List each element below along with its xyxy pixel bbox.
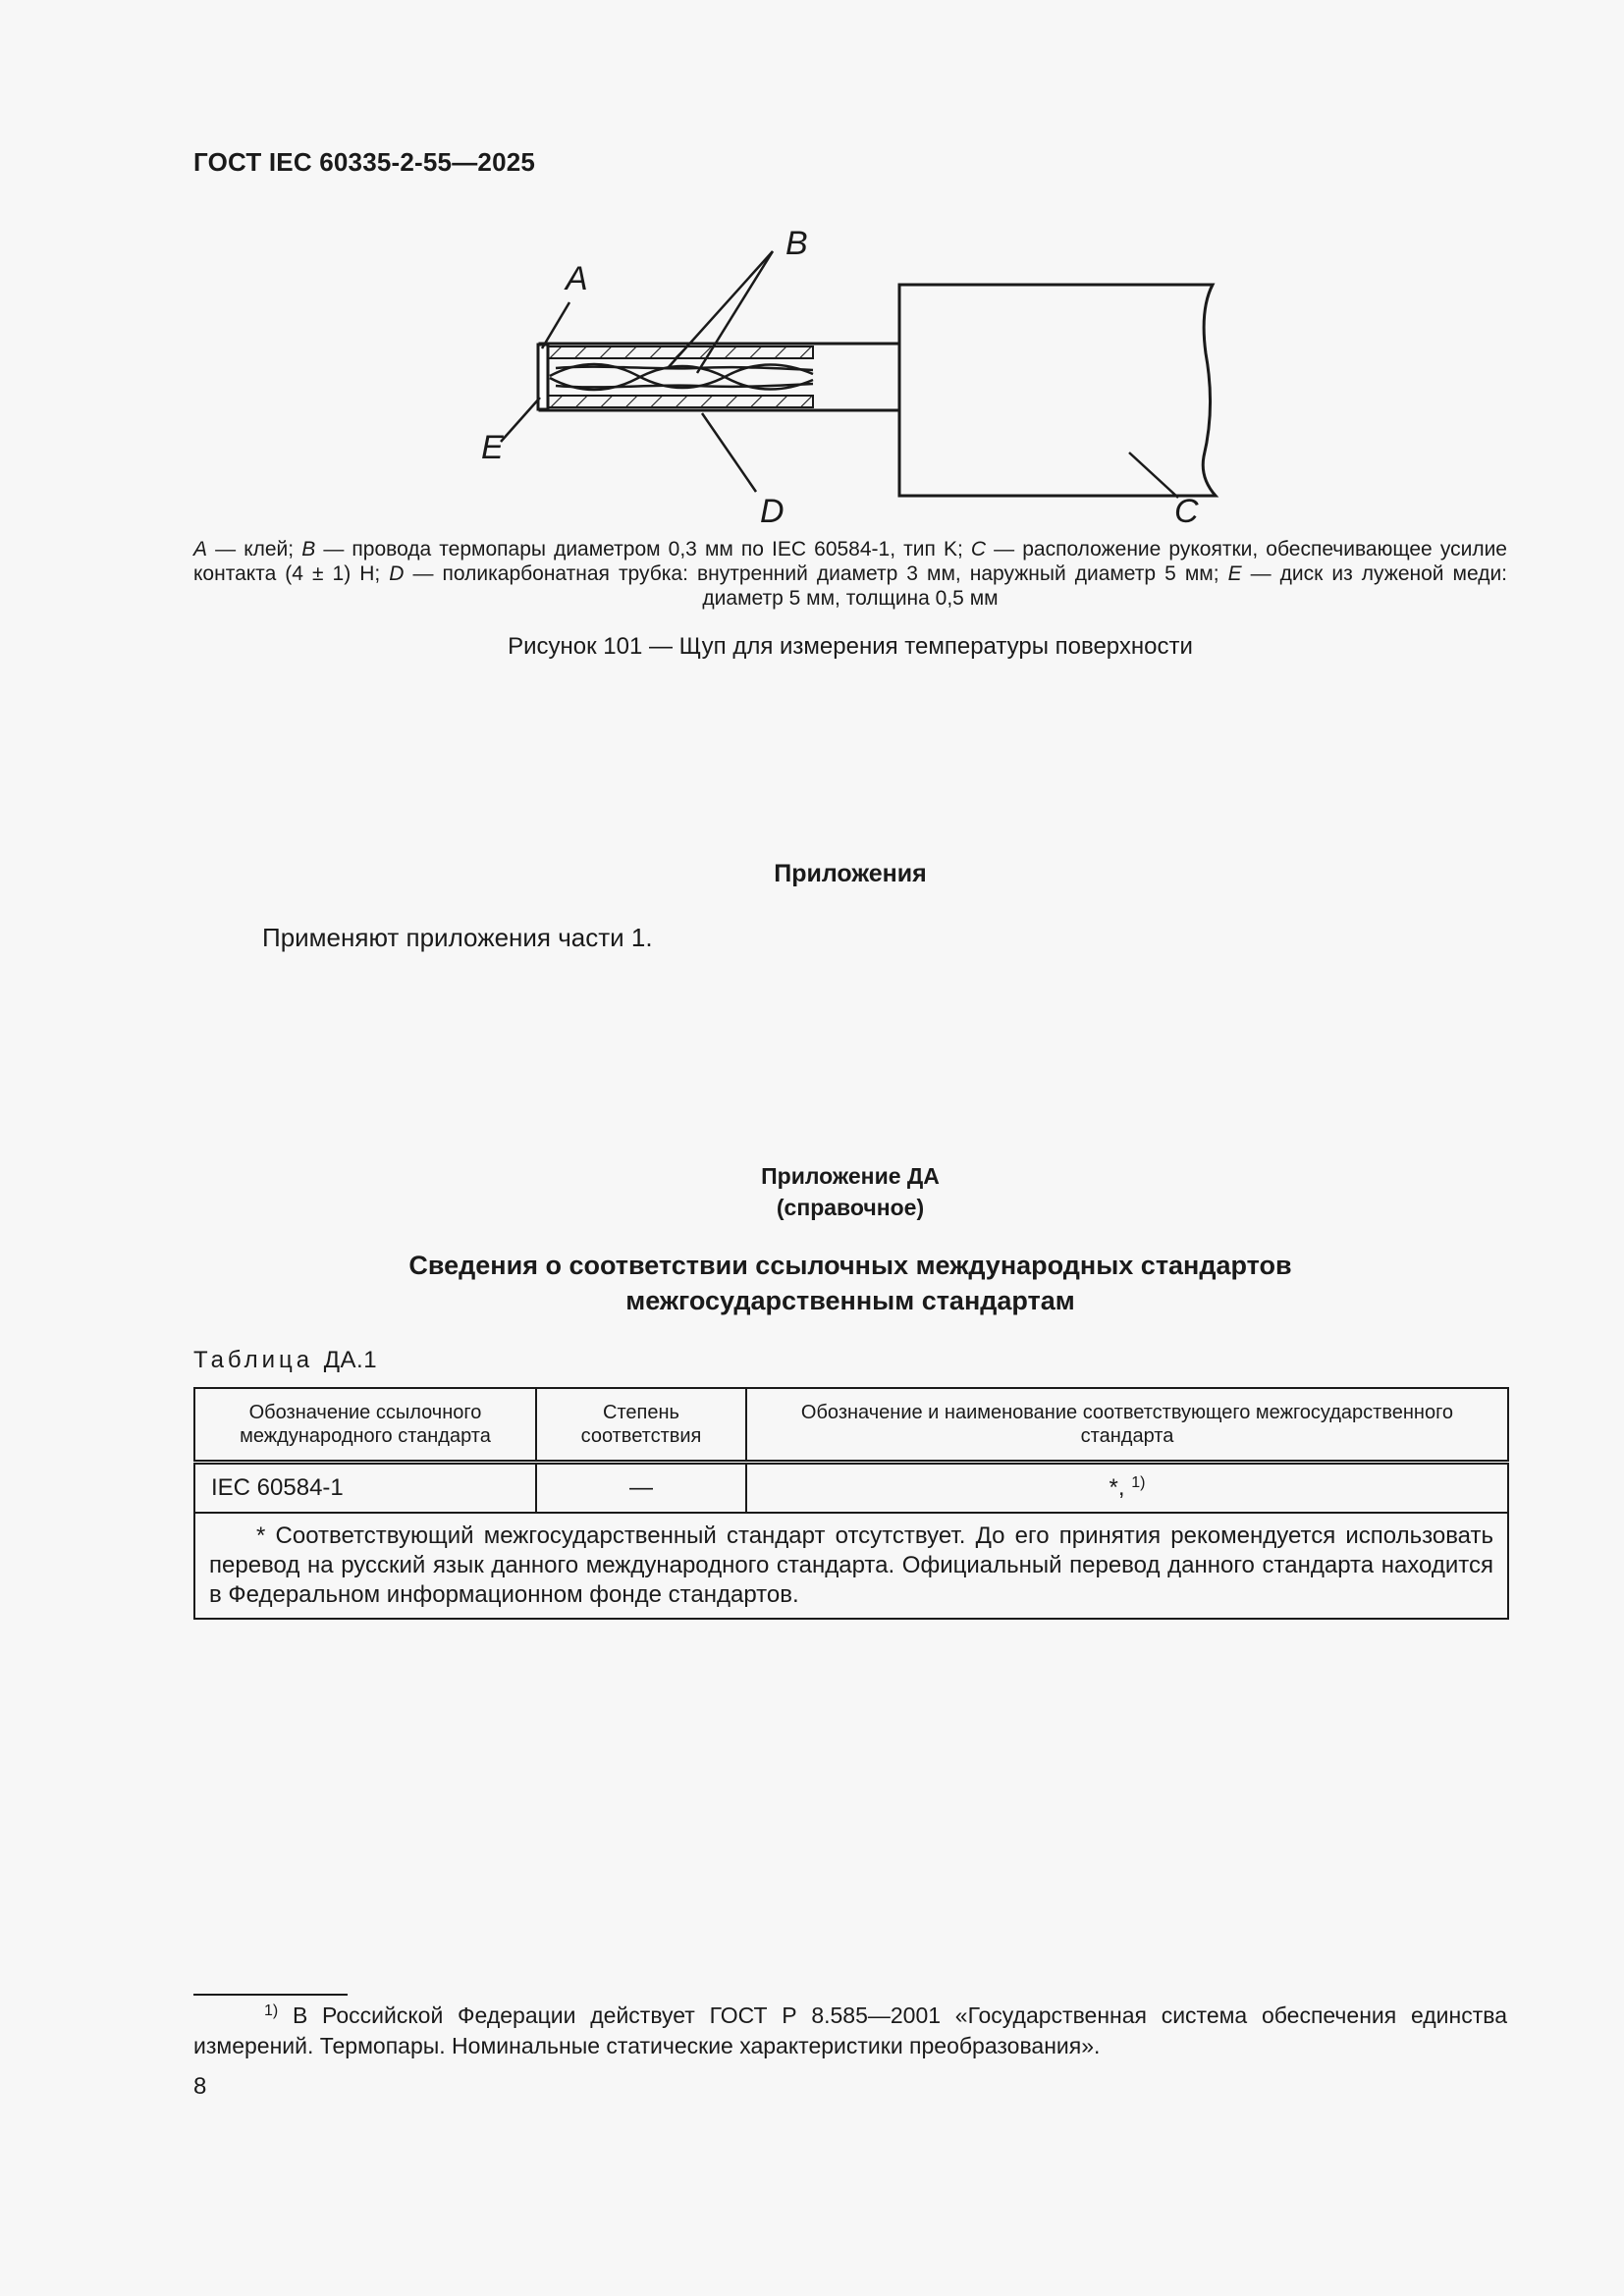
- tube-wall-bottom: [546, 396, 813, 407]
- leader-lines: [501, 251, 1178, 498]
- cell-gost-footnote-ref: 1): [1131, 1474, 1146, 1491]
- footnote-text: В Российской Федерации действует ГОСТ Р 8.585—2001 «Государственная система обеспечения единства измерений. Термопары. Номинальные статические характеристики преобразования».: [193, 2002, 1507, 2058]
- annex-subject-line1: Сведения о соответствии ссылочных международных стандартов: [408, 1251, 1292, 1280]
- appendices-heading: Приложения: [774, 860, 927, 887]
- legend-key-e: E: [1227, 562, 1242, 585]
- footnote-mark: 1): [264, 2002, 279, 2019]
- table-label-word: Таблица: [193, 1347, 314, 1373]
- table-row: [194, 1463, 1508, 1514]
- annex-title: Приложение ДА: [761, 1163, 940, 1189]
- footnote-separator: [193, 1994, 348, 1996]
- cell-standard: IEC 60584-1: [194, 1463, 536, 1514]
- cell-gost: [746, 1463, 1508, 1514]
- legend-key-b: B: [301, 538, 316, 561]
- document-header: ГОСТ IEC 60335-2-55—2025: [193, 147, 536, 177]
- table-label: [193, 1347, 377, 1374]
- annex-subject-line2: межгосударственным стандартам: [625, 1286, 1075, 1315]
- label-e: E: [481, 429, 504, 466]
- legend-text-a: — клей;: [207, 538, 302, 561]
- table-header-row: [194, 1388, 1508, 1463]
- label-a: A: [566, 260, 588, 297]
- probe-outline: [540, 285, 1216, 496]
- annex-subject: [193, 1248, 1507, 1318]
- legend-text-c: — расположение рукоятки, обеспечивающее усилие контакта (4 ± 1) Н;: [193, 538, 1507, 585]
- table-note: * Соответствующий межгосударственный стандарт отсутствует. До его принятия рекомендуется использовать перевод на русский язык данного международного стандарта. Официальный перевод данного стандарта находится в Федеральном информационном фонде стандартов.: [194, 1513, 1508, 1619]
- thermocouple-wires: [550, 364, 813, 390]
- header-international-standard: Обозначение ссылочного международного стандарта: [194, 1388, 536, 1463]
- legend-text-d: — поликарбонатная трубка: внутренний диаметр 3 мм, наружный диаметр 5 мм;: [404, 562, 1228, 585]
- header-degree: Степень соответствия: [536, 1388, 746, 1463]
- page-number: 8: [193, 2073, 207, 2100]
- probe-drawing: [461, 221, 1247, 535]
- appendices-text: Применяют приложения части 1.: [262, 923, 653, 952]
- cell-degree: —: [536, 1463, 746, 1514]
- reference-standards-table: [193, 1387, 1509, 1620]
- legend-key-d: D: [389, 562, 405, 585]
- table-note-row: [194, 1513, 1508, 1619]
- legend-text-b: — провода термопары диаметром 0,3 мм по IEC 60584-1, тип K;: [315, 538, 971, 561]
- header-interstate-standard: Обозначение и наименование соответствующего межгосударственного стандарта: [746, 1388, 1508, 1463]
- legend-key-a: A: [193, 538, 208, 561]
- annex-heading: [193, 1160, 1507, 1223]
- footnote: [193, 2001, 1507, 2061]
- annex-status: (справочное): [776, 1195, 925, 1220]
- legend-text-e: — диск из луженой меди: диаметр 5 мм, толщина 0,5 мм: [702, 562, 1508, 610]
- figure-caption: Рисунок 101 — Щуп для измерения температуры поверхности: [508, 633, 1193, 660]
- legend-key-c: C: [970, 538, 987, 561]
- label-d: D: [760, 493, 785, 530]
- table-container: [193, 1387, 1507, 1620]
- label-b: B: [785, 225, 808, 262]
- figure-legend: [193, 537, 1507, 611]
- table-label-number: ДА.1: [323, 1347, 378, 1373]
- label-c: C: [1174, 493, 1199, 530]
- probe-figure: [461, 221, 1247, 535]
- cell-gost-mark: *,: [1109, 1474, 1125, 1501]
